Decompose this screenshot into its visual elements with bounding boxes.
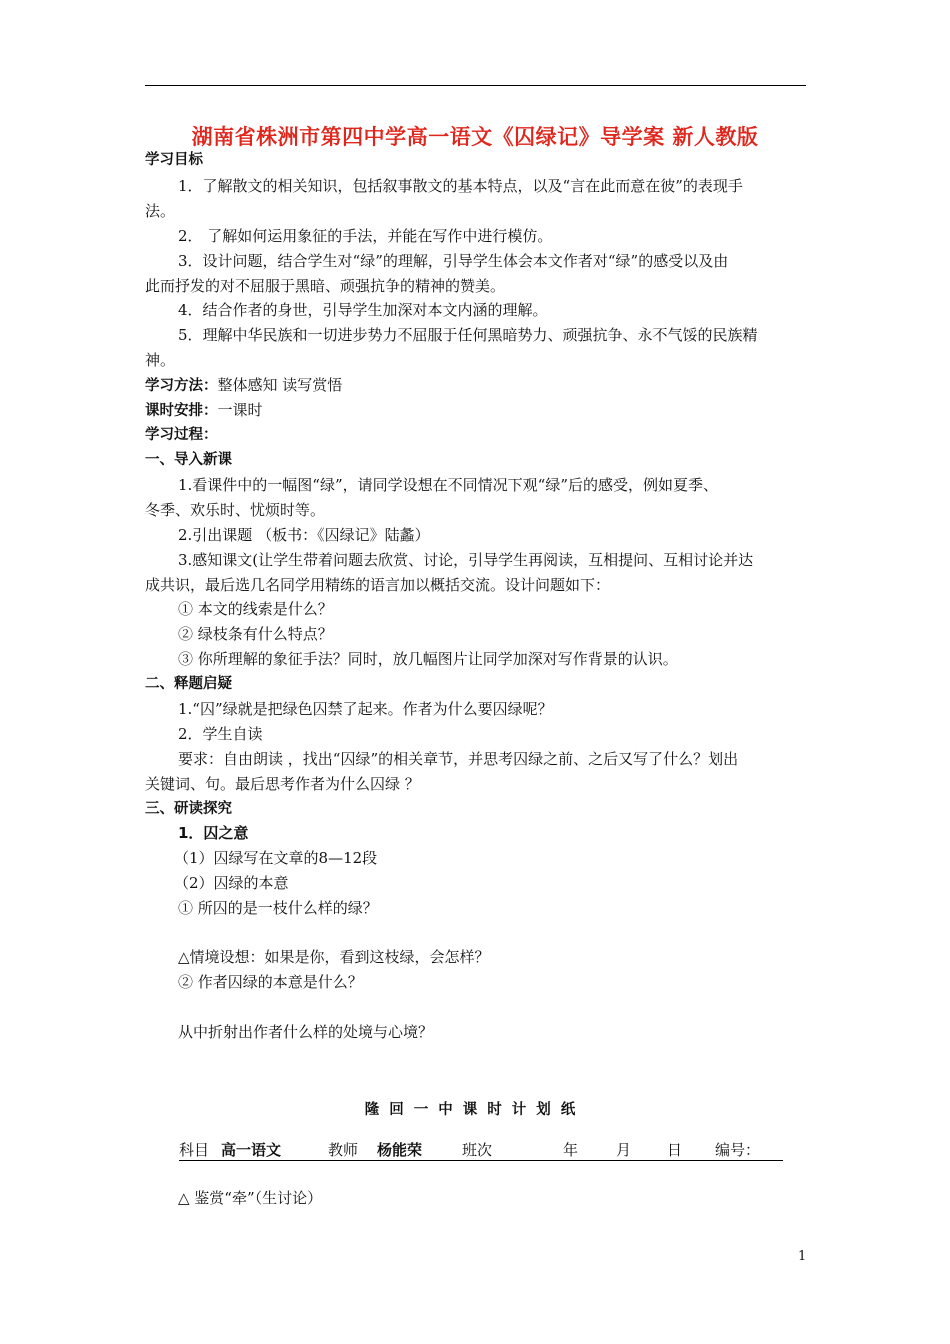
part1-heading: 一、导入新课	[145, 452, 232, 468]
objectives-heading: 学习目标	[145, 152, 203, 168]
plan-info-row	[179, 1140, 783, 1161]
part3-item-3: ① 所囚的是一枝什么样的绿？	[178, 899, 378, 917]
method-label: 学习方法：	[145, 378, 218, 394]
objective-2: 2． 了解如何运用象征的手法，并能在写作中进行模仿。	[178, 227, 553, 245]
part2-requirement-line-1: 要求：自由朗读 ，找出“囚绿”的相关章节，并思考囚绿之前、之后又写了什么？划出	[178, 750, 739, 768]
month-label: 月	[616, 1141, 632, 1159]
method-value: 整体感知 读写赏悟	[217, 376, 343, 394]
objective-3-line-2: 此而抒发的对不屈服于黑暗、顽强抗争的精神的赞美。	[145, 277, 506, 295]
part3-scenario: △情境设想：如果是你，看到这枝绿，会怎样？	[178, 948, 490, 966]
plan-sheet-title: 隆回一中课时计划纸	[364, 1102, 586, 1118]
header-rule	[145, 85, 806, 86]
year-label: 年	[563, 1141, 579, 1159]
day-label: 日	[667, 1141, 683, 1159]
objective-1-line-2: 法。	[145, 202, 176, 220]
part3-item-2: （2）囚绿的本意	[174, 874, 289, 892]
part1-item3-line-2: 成共识，最后选几名同学用精练的语言加以概括交流。设计问题如下：	[145, 576, 611, 594]
subject-value: 高一语文	[221, 1141, 282, 1159]
part3-item-1: （1）囚绿写在文章的8—12段	[174, 849, 378, 867]
subject-label: 科目	[179, 1141, 210, 1159]
objective-5-line-1: 5．理解中华民族和一切进步势力不屈服于任何黑暗势力、顽强抗争、永不气馁的民族精	[178, 326, 758, 344]
part3-reflection: 从中折射出作者什么样的处境与心境？	[178, 1023, 434, 1041]
part1-item1-line-1: 1.看课件中的一幅图“绿”，请同学设想在不同情况下观“绿”后的感受，例如夏季、	[178, 476, 718, 494]
process-heading: 学习过程：	[145, 427, 218, 443]
part2-heading: 二、释题启疑	[145, 676, 232, 692]
schedule-line	[145, 400, 263, 421]
teacher-label: 教师	[328, 1141, 359, 1159]
part2-item2: 2．学生自读	[178, 725, 263, 743]
schedule-value: 一课时	[217, 401, 263, 419]
schedule-label: 课时安排：	[145, 403, 218, 419]
class-label: 班次	[462, 1141, 493, 1159]
part1-question-2: ② 绿枝条有什么特点？	[178, 625, 333, 643]
method-line	[145, 375, 342, 396]
part3-subheading: 1．囚之意	[178, 824, 249, 842]
part1-item1-line-2: 冬季、欢乐时、忧烦时等。	[145, 501, 326, 519]
number-label: 编号：	[715, 1141, 761, 1159]
part3-heading: 三、研读探究	[145, 801, 232, 817]
part1-question-3: ③ 你所理解的象征手法？同时，放几幅图片让同学加深对写作背景的认识。	[178, 650, 678, 668]
objective-5-line-2: 神。	[145, 351, 176, 369]
teacher-value: 杨能荣	[377, 1141, 423, 1159]
part2-item1: 1.“囚”绿就是把绿色囚禁了起来。作者为什么要囚绿呢？	[178, 700, 553, 718]
part1-item3-line-1: 3.感知课文(让学生带着问题去欣赏、讨论，引导学生再阅读，互相提问、互相讨论并达	[178, 551, 754, 569]
document-title: 湖南省株洲市第四中学高一语文《囚绿记》导学案 新人教版	[191, 125, 759, 149]
part1-item2: 2.引出课题 （板书：《囚绿记》陆蠡）	[178, 526, 430, 544]
part3-item-4: ② 作者囚绿的本意是什么？	[178, 973, 363, 991]
objective-3-line-1: 3．设计问题，结合学生对“绿”的理解，引导学生体会本文作者对“绿”的感受以及由	[178, 252, 729, 270]
page-number: 1	[798, 1249, 807, 1264]
appreciate-line: △ 鉴赏“牵”（生讨论）	[178, 1189, 323, 1207]
part2-requirement-line-2: 关键词、句。最后思考作者为什么囚绿 ？	[145, 775, 420, 793]
objective-4: 4．结合作者的身世，引导学生加深对本文内涵的理解。	[178, 301, 548, 319]
part1-question-1: ① 本文的线索是什么？	[178, 600, 333, 618]
objective-1-line-1: 1．了解散文的相关知识，包括叙事散文的基本特点，以及“言在此而意在彼”的表现手	[178, 177, 743, 195]
